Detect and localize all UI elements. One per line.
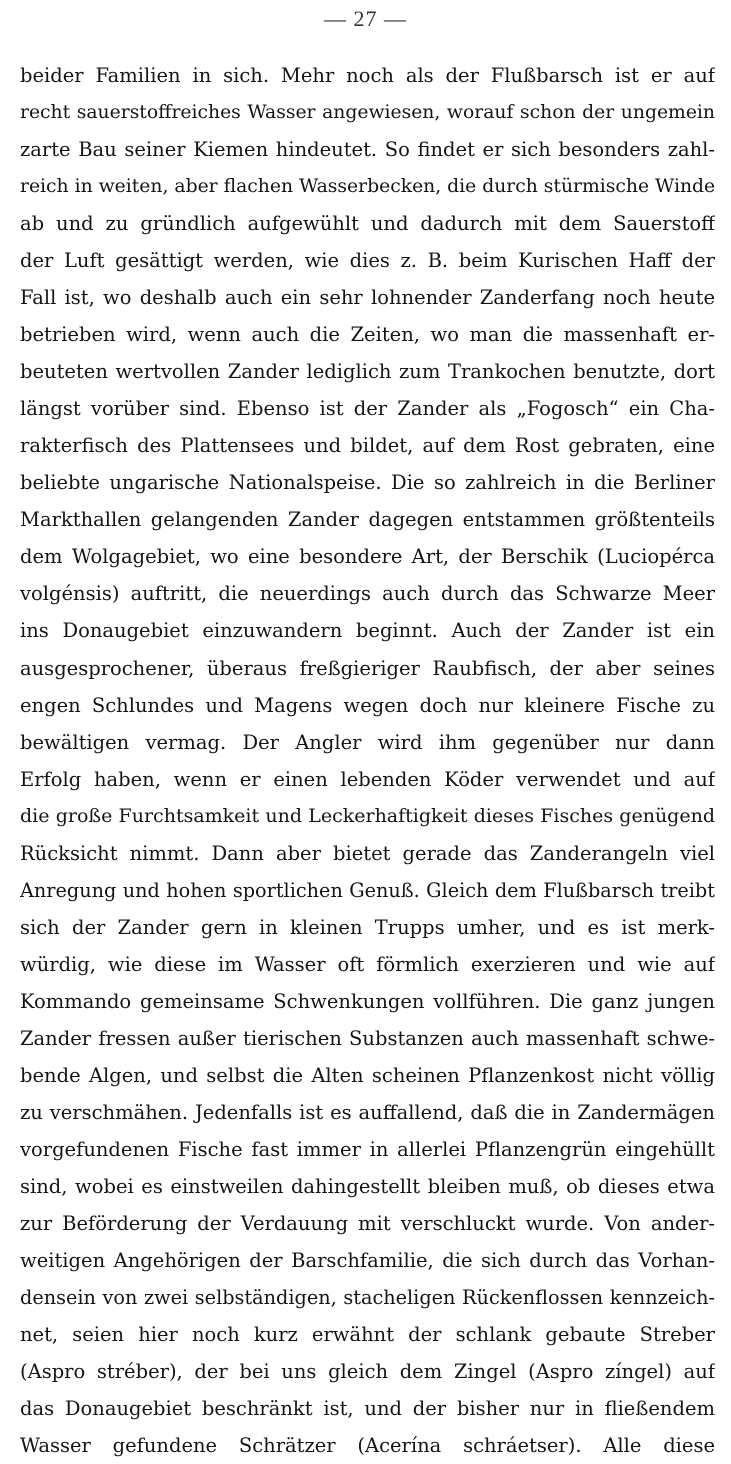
page-number: — 27 — <box>324 6 407 31</box>
text-line: reich in weiten, aber flachen Wasserbecken, die durch stürmische Winde <box>20 176 715 198</box>
text-line: recht sauerstoffreiches Wasser angewiesen, worauf schon der ungemein <box>20 102 715 124</box>
text-line: die große Furchtsamkeit und Leckerhaftigkeit dieses Fisches genügend <box>20 804 715 827</box>
text-line: sind, wobei es einstweilen dahingestellt bleiben muß, ob dieses etwa <box>20 1174 715 1198</box>
text-line: Zander fressen außer tierischen Substanzen auch massenhaft schwe- <box>20 1026 715 1050</box>
text-line: sich der Zander gern in kleinen Trupps umher, und es ist merk- <box>20 915 715 939</box>
text-line: ins Donaugebiet einzuwandern beginnt. Auch der Zander ist ein <box>20 619 715 643</box>
text-line: Markthallen gelangenden Zander dagegen entstammen größtenteils <box>20 508 715 532</box>
text-line: der Luft gesättigt werden, wie dies z. B. beim Kurischen Haff der <box>20 249 715 273</box>
text-line: vorgefundenen Fische fast immer in allerlei Pflanzengrün eingehüllt <box>20 1137 715 1161</box>
text-line: dem Wolgagebiet, wo eine besondere Art, der Berschik (Luciopérca <box>20 545 715 569</box>
text-line: weitigen Angehörigen der Barschfamilie, die sich durch das Vorhan- <box>20 1249 715 1272</box>
text-line: das Donaugebiet beschränkt ist, und der bisher nur in fließendem <box>20 1397 715 1421</box>
text-line: rakterfisch des Plattensees und bildet, auf dem Rost gebraten, eine <box>20 434 715 458</box>
text-line: längst vorüber sind. Ebenso ist der Zander als „Fogosch“ ein Cha- <box>20 397 715 421</box>
text-line: ausgesprochener, überaus freßgieriger Raubfisch, der aber seines <box>20 656 715 680</box>
text-line: beliebte ungarische Nationalspeise. Die so zahlreich in die Berliner <box>20 471 715 495</box>
text-line: betrieben wird, wenn auch die Zeiten, wo man die massenhaft er- <box>20 323 715 347</box>
text-line: Erfolg haben, wenn er einen lebenden Köder verwendet und auf <box>20 767 715 791</box>
text-line: volgénsis) auftritt, die neuerdings auch durch das Schwarze Meer <box>20 582 715 606</box>
text-line: zarte Bau seiner Kiemen hindeutet. So findet er sich besonders zahl- <box>20 138 715 162</box>
text-line: bende Algen, und selbst die Alten scheinen Pflanzenkost nicht völlig <box>20 1063 715 1087</box>
text-line: Wasser gefundene Schrätzer (Acerína schráetser). Alle diese <box>20 1434 715 1458</box>
text-line: Fall ist, wo deshalb auch ein sehr lohnender Zanderfang noch heute <box>20 286 715 310</box>
text-line: (Aspro stréber), der bei uns gleich dem Zingel (Aspro zíngel) auf <box>20 1360 715 1384</box>
text-line: net, seien hier noch kurz erwähnt der schlank gebaute Streber <box>20 1323 715 1347</box>
body-text <box>20 57 715 1464</box>
text-line: beuteten wertvollen Zander lediglich zum Trankochen benutzte, dort <box>20 360 715 384</box>
text-line: zur Beförderung der Verdauung mit verschluckt wurde. Von ander- <box>20 1211 715 1235</box>
text-line: Anregung und hohen sportlichen Genuß. Gleich dem Flußbarsch treibt <box>20 878 715 902</box>
text-line: Rücksicht nimmt. Dann aber bietet gerade das Zanderangeln viel <box>20 841 715 865</box>
text-line: zu verschmähen. Jedenfalls ist es auffallend, daß die in Zandermägen <box>20 1100 715 1124</box>
text-line: bewältigen vermag. Der Angler wird ihm gegenüber nur dann <box>20 730 715 754</box>
text-line: beider Familien in sich. Mehr noch als der Flußbarsch ist er auf <box>20 64 715 87</box>
text-line: densein von zwei selbständigen, stacheligen Rückenflossen kennzeich- <box>20 1286 715 1310</box>
text-line: würdig, wie diese im Wasser oft förmlich exerzieren und wie auf <box>20 952 715 976</box>
text-line: Kommando gemeinsame Schwenkungen vollführen. Die ganz jungen <box>20 989 715 1013</box>
text-line: ab und zu gründlich aufgewühlt und dadurch mit dem Sauerstoff <box>20 212 715 236</box>
text-line: engen Schlundes und Magens wegen doch nur kleinere Fische zu <box>20 693 715 717</box>
